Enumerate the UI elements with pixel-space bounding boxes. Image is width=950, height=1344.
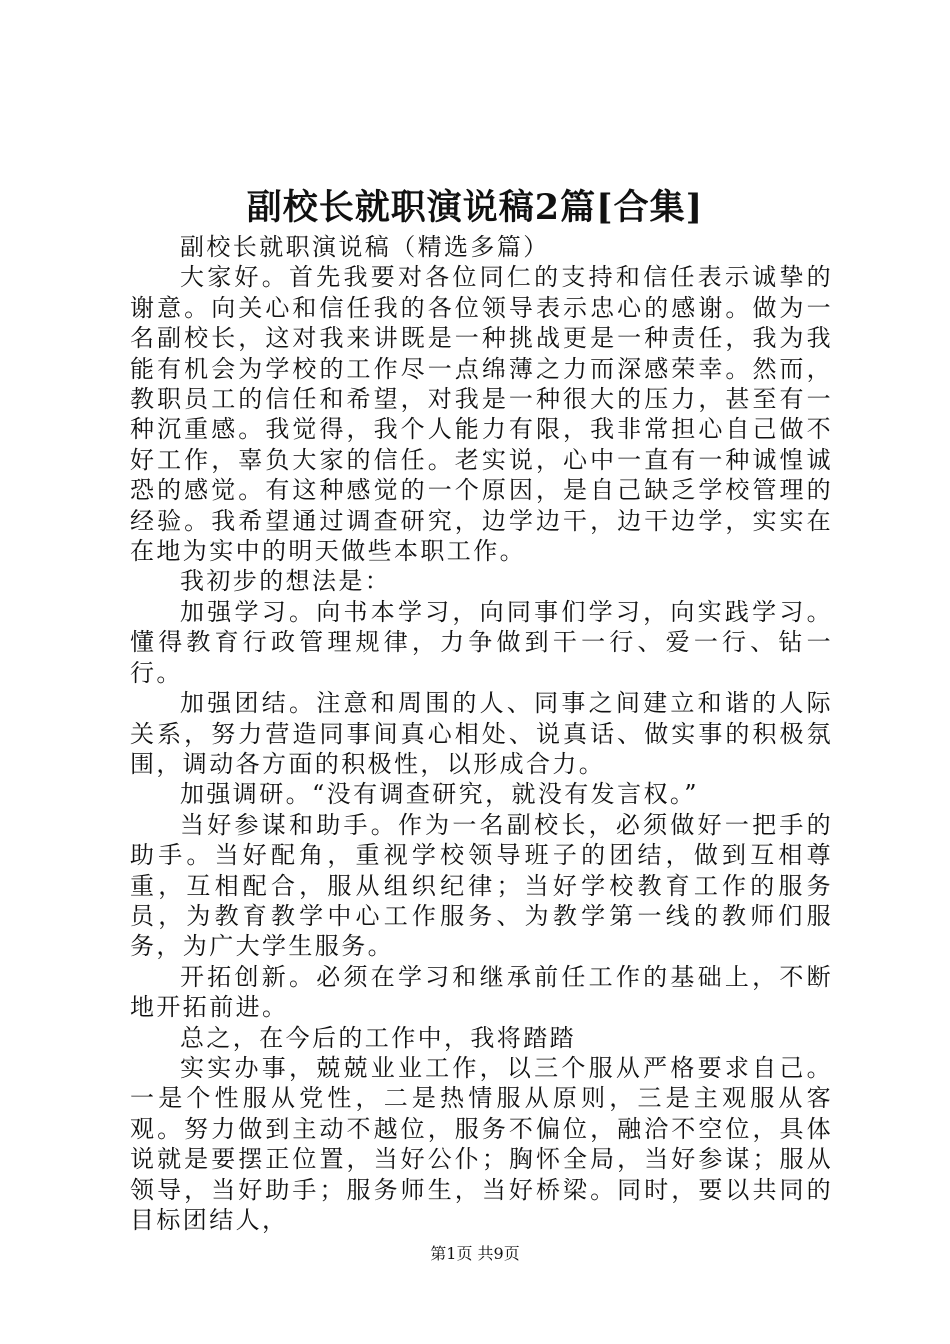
- paragraph: 开拓创新。必须在学习和继承前任工作的基础上，不断地开拓前进。: [130, 962, 833, 1022]
- paragraph: 当好参谋和助手。作为一名副校长，必须做好一把手的助手。当好配角，重视学校领导班子的团结，做到互相尊重，互相配合，服从组织纪律；当好学校教育工作的服务员，为教育教学中心工作服务、为教学第一线的教师们服务，为广大学生服务。: [130, 810, 833, 961]
- document-title: 副校长就职演说稿2篇[合集]: [246, 187, 704, 228]
- paragraph: 我初步的想法是：: [180, 567, 392, 596]
- paragraph: 加强团结。注意和周围的人、同事之间建立和谐的人际关系，努力营造同事间真心相处、说真话、做实事的积极氛围，调动各方面的积极性，以形成合力。: [130, 689, 833, 778]
- document-body: [130, 232, 833, 1235]
- paragraph: 加强学习。向书本学习，向同事们学习，向实践学习。懂得教育行政管理规律，力争做到干一行、爱一行、钻一行。: [130, 597, 833, 687]
- paragraph: 加强调研。“没有调查研究，就没有发言权。”: [180, 780, 699, 809]
- paragraph: 大家好。首先我要对各位同仁的支持和信任表示诚挚的谢意。向关心和信任我的各位领导表示忠心的感谢。做为一名副校长，这对我来讲既是一种挑战更是一种责任，我为我能有机会为学校的工作尽一点绵薄之力而深感荣幸。然而，教职员工的信任和希望，对我是一种很大的压力，甚至有一种沉重感。我觉得，我个人能力有限，我非常担心自己做不好工作，辜负大家的信任。老实说，心中一直有一种诚惶诚恐的感觉。有这种感觉的一个原因，是自己缺乏学校管理的经验。我希望通过调查研究，边学边干，边干边学，实实在在地为实中的明天做些本职工作。: [130, 263, 833, 566]
- paragraph: 副校长就职演说稿（精选多篇）: [180, 233, 550, 261]
- page-number-footer: 第1页 共9页: [430, 1244, 520, 1263]
- paragraph: 实实办事，兢兢业业工作，以三个服从严格要求自己。一是个性服从党性，二是热情服从原则，三是主观服从客观。努力做到主动不越位，服务不偏位，融洽不空位，具体说就是要摆正位置，当好公仆；胸怀全局，当好参谋；服从领导，当好助手；服务师生，当好桥梁。同时，要以共同的目标团结人，: [130, 1053, 833, 1234]
- paragraph: 总之，在今后的工作中，我将踏踏: [180, 1023, 576, 1052]
